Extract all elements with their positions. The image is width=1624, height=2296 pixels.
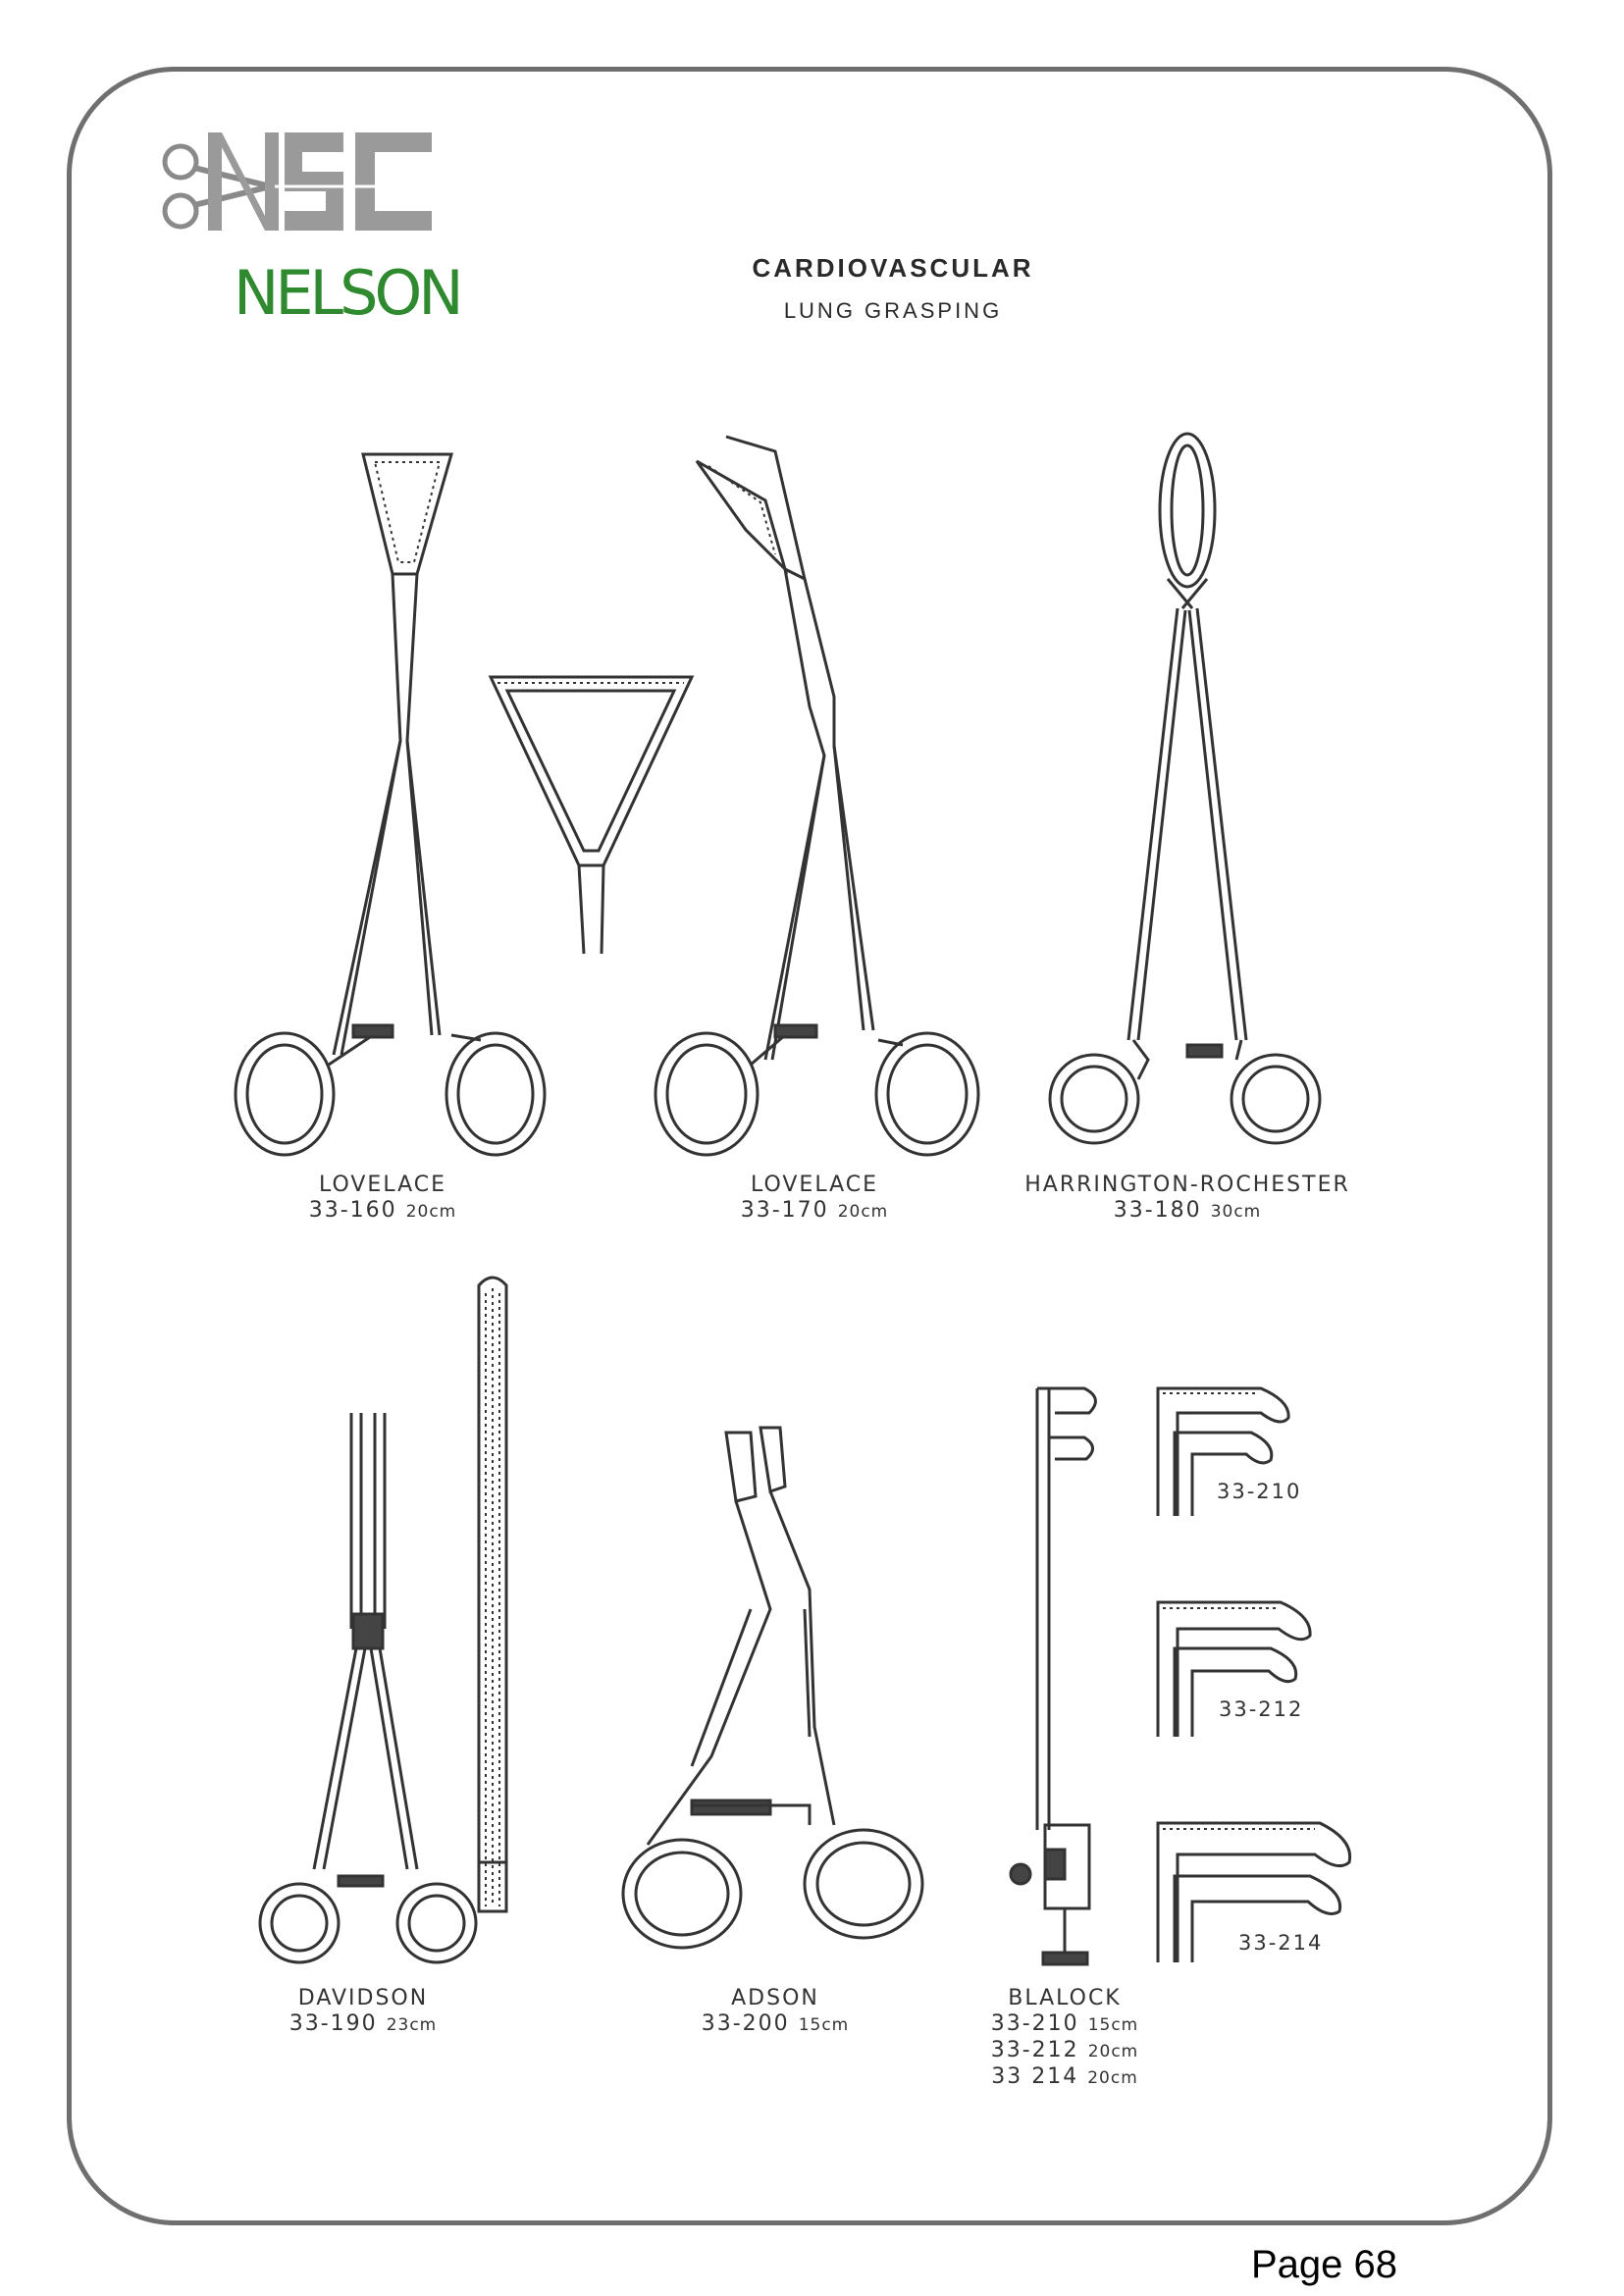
variant-code: 33-212 [990,2038,1079,2062]
caption-davidson [226,1986,500,2038]
variant-size: 20cm [1087,2042,1139,2061]
instrument-code: 33-170 [740,1198,829,1223]
caption-adson [638,1986,913,2038]
instrument-size: 23cm [386,2015,438,2035]
instrument-code: 33-200 [701,2011,790,2036]
adson-forceps-illustration [613,1413,927,1972]
instrument-name: DAVIDSON [297,1986,429,2010]
variant-size: 20cm [1087,2068,1138,2088]
category-subtitle: LUNG GRASPING [783,298,1003,323]
caption-harrington-rochester [1001,1173,1374,1225]
lovelace-angled-forceps-illustration [638,432,991,1153]
instrument-code: 33-160 [308,1198,397,1223]
blalock-tip-33-210-illustration [1153,1383,1310,1526]
instrument-code: 33-190 [288,2011,378,2036]
caption-blalock [942,1986,1187,2091]
instrument-size: 30cm [1210,1202,1262,1222]
page-number: Page 68 [1251,2243,1398,2286]
instrument-name: LOVELACE [318,1173,447,1197]
davidson-rod-illustration [471,1274,515,1921]
instrument-name: ADSON [731,1986,819,2010]
blalock-clamp-illustration [1006,1379,1124,1972]
caption-lovelace-33-170 [677,1173,952,1225]
tip-label-33-214: 33-214 [1238,1931,1324,1955]
tip-label-33-212: 33-212 [1219,1697,1304,1721]
instrument-size: 20cm [837,1202,889,1222]
tip-label-33-210: 33-210 [1217,1480,1302,1503]
category-title: CARDIOVASCULAR [752,253,1034,283]
instrument-name: LOVELACE [750,1173,879,1197]
davidson-forceps-illustration [255,1403,481,1972]
variant-code: 33-210 [990,2011,1079,2036]
variant-size: 15cm [1087,2015,1139,2035]
instrument-size: 20cm [405,1202,457,1222]
brand-wordmark: NELSON [234,257,460,329]
caption-lovelace-33-160 [245,1173,520,1225]
instrument-code: 33-180 [1113,1198,1202,1223]
instrument-size: 15cm [798,2015,850,2035]
instrument-name: HARRINGTON-ROCHESTER [1024,1173,1350,1197]
instrument-name: BLALOCK [1008,1986,1122,2010]
harrington-rochester-forceps-illustration [1040,432,1325,1153]
variant-code: 33 214 [991,2064,1079,2089]
